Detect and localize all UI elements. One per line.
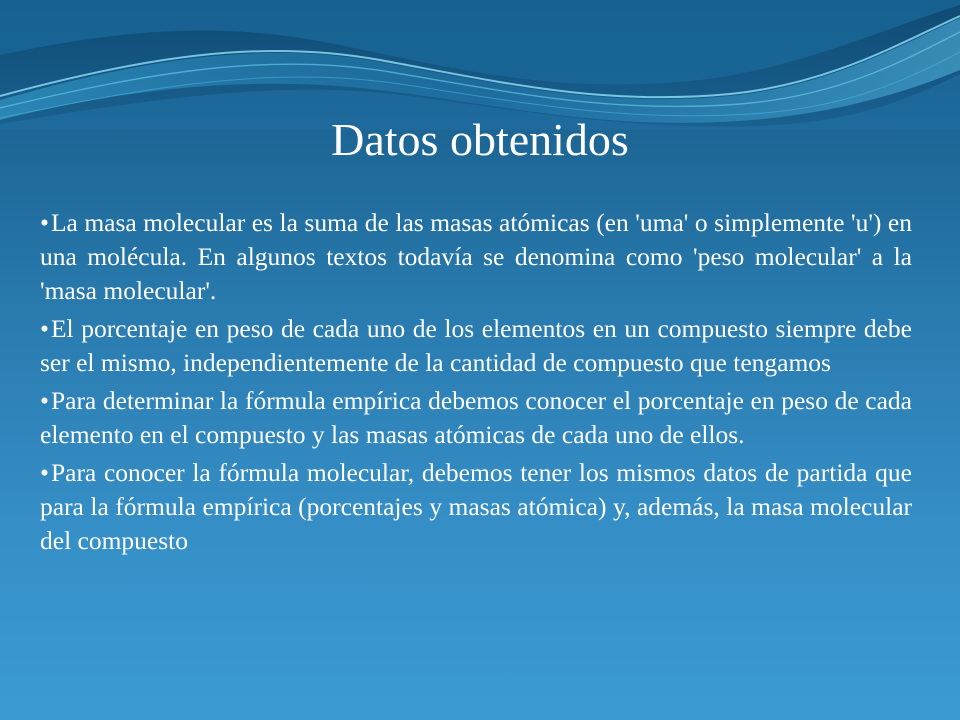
- bullet-item: [40, 206, 912, 308]
- bullet-marker: •: [40, 386, 49, 415]
- bullet-marker: •: [40, 208, 49, 237]
- bullet-item: [40, 456, 912, 558]
- bullet-item: [40, 384, 912, 452]
- bullet-marker: •: [40, 314, 49, 343]
- bullet-text: Para conocer la fórmula molecular, debemos tener los mismos datos de partida que para la fórmula empírica (porcentajes y masas atómica) y, además, la masa molecular del compuesto: [40, 458, 912, 555]
- bullet-list: [40, 206, 912, 562]
- bullet-item: [40, 312, 912, 380]
- bullet-marker: •: [40, 458, 49, 487]
- bullet-text: El porcentaje en peso de cada uno de los elementos en un compuesto siempre debe ser el mismo, independientemente de la cantidad de compuesto que tengamos: [40, 314, 912, 377]
- bullet-text: La masa molecular es la suma de las masas atómicas (en 'uma' o simplemente 'u') en una molécula. En algunos textos todavía se denomina como 'peso molecular' a la 'masa molecular'.: [40, 208, 912, 305]
- slide-title: Datos obtenidos: [331, 114, 629, 165]
- bullet-text: Para determinar la fórmula empírica debemos conocer el porcentaje en peso de cada elemento en el compuesto y las masas atómicas de cada uno de ellos.: [40, 386, 912, 449]
